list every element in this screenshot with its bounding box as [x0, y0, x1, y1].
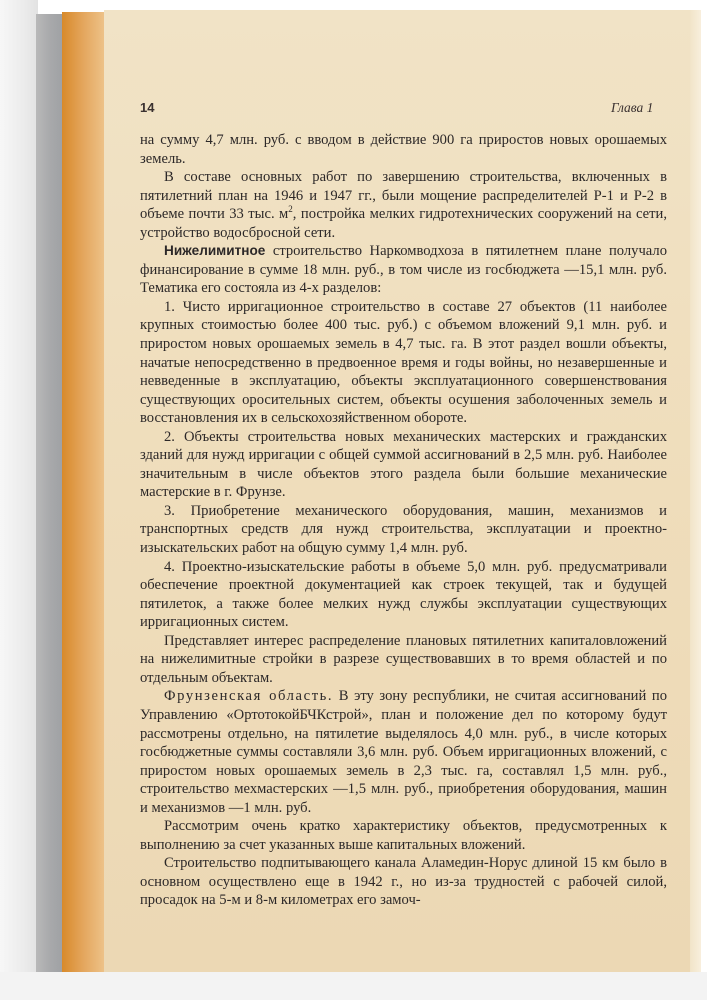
paragraph: Строительство подпитывающего канала Аламедин-Норус длиной 15 км было в основном осуществлено еще в 1942 г., но из-за трудностей с рабочей силой, просадок на 5-м и 8-м километрах его замоч-	[140, 855, 667, 909]
paragraph-text: В составе основных работ по завершению строительства, включенных в пятилетний план на 1946 и 1947 гг., были мощение распределителей Р-1 и Р-2 в объеме почти 33 тыс. м	[140, 169, 667, 223]
paragraph	[140, 687, 667, 817]
bold-term: Нижелимитное	[164, 243, 266, 259]
paragraph-text: строительство Наркомводхоза в пятилетнем плане получало финансирование в сумме 18 млн. руб., в том числе из госбюджета —15,1 млн. руб. Тематика его состояла из 4-х разделов:	[140, 243, 667, 297]
paragraph: на сумму 4,7 млн. руб. с вводом в действие 900 га приростов новых орошаемых земель.	[140, 132, 667, 167]
paragraph: 4. Проектно-изыскательские работы в объеме 5,0 млн. руб. предусматривали обеспечение проектной документацией как строек текущей, так и будущей пятилеток, а также более мелких нужд службы эксплуатации существующих ирригационных систем.	[140, 558, 667, 631]
body-text	[140, 131, 667, 910]
paragraph-text: , постройка мелких гидротехнических сооружений на сети, устройство водосбросной сети.	[140, 206, 667, 241]
paragraph	[140, 242, 667, 298]
running-head-chapter: Глава 1	[611, 100, 654, 115]
paragraph: 1. Чисто ирригационное строительство в составе 27 объектов (11 наиболее крупных стоимостью более 400 тыс. руб.) с объемом вложений 9,1 млн. руб. и приростом новых орошаемых земель в 4,7 тыс. га. В этот раздел вошли объекты, начатые непосредственно в предвоенное время и годы войны, но незавершенные и невведенные в эксплуатацию, объекты эксплуатационного совершенствования существующих оросительных систем, объекты осушения заболоченных земель и восстановления их в сельскохозяйственном обороте.	[140, 298, 667, 427]
superscript: 2	[288, 204, 293, 215]
page-number: 14	[140, 100, 155, 115]
scan-bottom-margin	[0, 972, 707, 1000]
spaced-heading: Фрунзенская область.	[164, 688, 334, 705]
paragraph: Представляет интерес распределение плановых пятилетних капиталовложений на нижелимитные стройки в разрезе существовавших в то время областей и по отдельным объектам.	[140, 632, 667, 686]
page-fore-edge	[62, 12, 106, 972]
paragraph-text: В эту зону республики, не считая ассигнований по Управлению «ОртотокойБЧКстрой», план и положение дел по которому будут рассмотрены отдельно, на пятилетие выделялось 4,0 млн. руб., в числе которых госбюджетные суммы составляли 3,6 млн. руб. Объем ирригационных вложений, с приростом новых орошаемых земель в 2,3 тыс. га, составлял 1,5 млн. руб., строительство мехмастерских —1,5 млн. руб., приобретения оборудования, машин и механизмов —1 млн. руб.	[140, 688, 667, 816]
book-cover-edge	[36, 14, 64, 972]
paragraph: 3. Приобретение механического оборудования, машин, механизмов и транспортных средств для нужд строительства, эксплуатации и проектно-изыскательских работ на общую сумму 1,4 млн. руб.	[140, 502, 667, 557]
page-right-margin	[690, 10, 701, 972]
paragraph	[140, 168, 667, 242]
scanner-background	[0, 0, 38, 1000]
paragraph: 2. Объекты строительства новых механических мастерских и гражданских зданий для нужд ирригации с общей суммой ассигнований в 2,5 млн. руб. Наиболее значительным в числе объектов этого раздела были большие механические мастерские в г. Фрунзе.	[140, 428, 667, 501]
paragraph: Рассмотрим очень кратко характеристику объектов, предусмотренных к выполнению за счет указанных выше капитальных вложений.	[140, 818, 667, 853]
